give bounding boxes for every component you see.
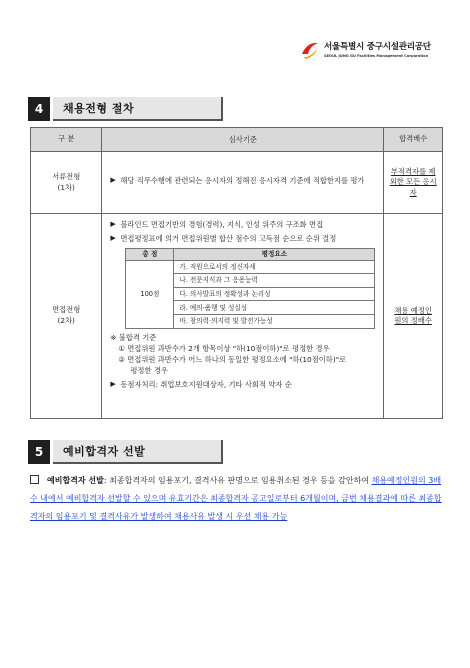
paragraph-underlined-text: 채용예정인원의 3배수 내에서 예비합격자 선발할 수 있으며 유효기간은 최종합격자 공고일로부터 6개월이며, 금번 채용결과에 따른 최종합격자의 임용포기 및 결격사유가 발생하여 채용사유 발생 시 우선 채용 가능 xyxy=(30,476,442,521)
table-header-row xyxy=(31,128,443,152)
logo-name-en: SEOUL JUNG GU Facilities Management Corporation xyxy=(324,54,429,58)
criteria-cell xyxy=(102,152,384,214)
multiple-cell xyxy=(384,214,443,419)
header-category: 구 분 xyxy=(31,128,102,152)
section-title: 채용전형 절차 xyxy=(53,97,223,121)
criteria-cell xyxy=(102,214,384,419)
bullet-item xyxy=(110,379,375,390)
bullet-item xyxy=(110,219,375,230)
paragraph-text: : 최종합격자의 임용포기, 결격사유 판명으로 임용취소된 경우 등을 감안하여 xyxy=(103,476,372,485)
criteria-text: 면접평정표에 의거 면접위원별 합산 점수의 고득점 순으로 순위 결정 xyxy=(120,234,337,244)
section-4-heading xyxy=(28,97,223,121)
multiple-cell xyxy=(384,152,443,214)
inner-header-total: 총 점 xyxy=(126,248,174,260)
stage-order: (1차) xyxy=(57,182,75,192)
evaluation-item: 나. 전문지식과 그 응용능력 xyxy=(174,274,375,288)
inner-header-elements: 평정요소 xyxy=(174,248,375,260)
triangle-right-icon: ▶ xyxy=(110,220,116,228)
table-row xyxy=(31,214,443,419)
selection-procedure-table xyxy=(30,127,443,419)
evaluation-item: 다. 의사발표의 정확성과 논리성 xyxy=(174,287,375,301)
reserve-candidate-paragraph xyxy=(30,472,444,526)
triangle-right-icon: ▶ xyxy=(110,379,116,388)
logo-name-ko: 서울특별시 중구시설관리공단 xyxy=(324,42,431,52)
header-criteria: 심사기준 xyxy=(102,128,384,152)
evaluation-item: 가. 직원으로서의 정신자세 xyxy=(174,260,375,274)
stage-cell xyxy=(31,214,102,419)
stage-order: (2차) xyxy=(57,316,75,325)
corporation-logo xyxy=(300,40,431,60)
stage-cell xyxy=(31,152,102,214)
criteria-text: 블라인드 면접기반의 경험(경력), 지식, 인성 위주의 구조화 면접 xyxy=(120,220,324,229)
stage-name: 면접전형 xyxy=(52,305,81,315)
evaluation-elements-table xyxy=(125,248,375,329)
section-5-heading xyxy=(28,440,223,464)
stage-name: 서류전형 xyxy=(52,171,81,181)
fail-criteria-title: ※ 불합격 기준 xyxy=(110,332,157,342)
bullet-item xyxy=(110,175,375,186)
tie-rule-text: 동점자처리: 취업보호지원대상자, 기타 사회적 약자 순 xyxy=(120,379,292,389)
fail-criterion: ② 면접위원 과반수가 어느 하나의 동일한 평정요소에 "하(10점이하)"로 xyxy=(118,355,347,365)
multiple-text: 채용 예정인원의 정배수 xyxy=(394,305,432,325)
fail-criterion: ① 면접위원 과반수가 2개 항목이상 "하(10점이하)"로 평정한 경우 xyxy=(118,343,330,353)
fail-criterion-cont: 평정한 경우 xyxy=(130,366,168,376)
logo-mark-icon xyxy=(300,40,320,60)
triangle-right-icon: ▶ xyxy=(110,175,116,184)
table-row xyxy=(31,152,443,214)
triangle-right-icon: ▶ xyxy=(110,234,116,243)
paragraph-lead: 예비합격자 선발 xyxy=(47,476,104,485)
fail-criteria xyxy=(110,332,375,377)
evaluation-item: 마. 창의력·의지력 및 발전가능성 xyxy=(174,314,375,328)
section-number: 5 xyxy=(28,440,50,464)
criteria-text: 해당 직무수행에 관련되는 응시자의 정해진 응시자격 기준에 적합한지를 평가 xyxy=(120,175,365,185)
evaluation-item: 라. 예의·품행 및 성실성 xyxy=(174,301,375,315)
header-multiple: 합격배수 xyxy=(384,128,443,152)
square-icon xyxy=(30,475,39,484)
section-title: 예비합격자 선발 xyxy=(53,440,223,464)
section-number: 4 xyxy=(28,97,50,121)
total-points: 100점 xyxy=(126,260,174,328)
multiple-text: 부적격자를 제외한 모든 응시자 xyxy=(389,167,437,197)
bullet-item xyxy=(110,233,375,244)
